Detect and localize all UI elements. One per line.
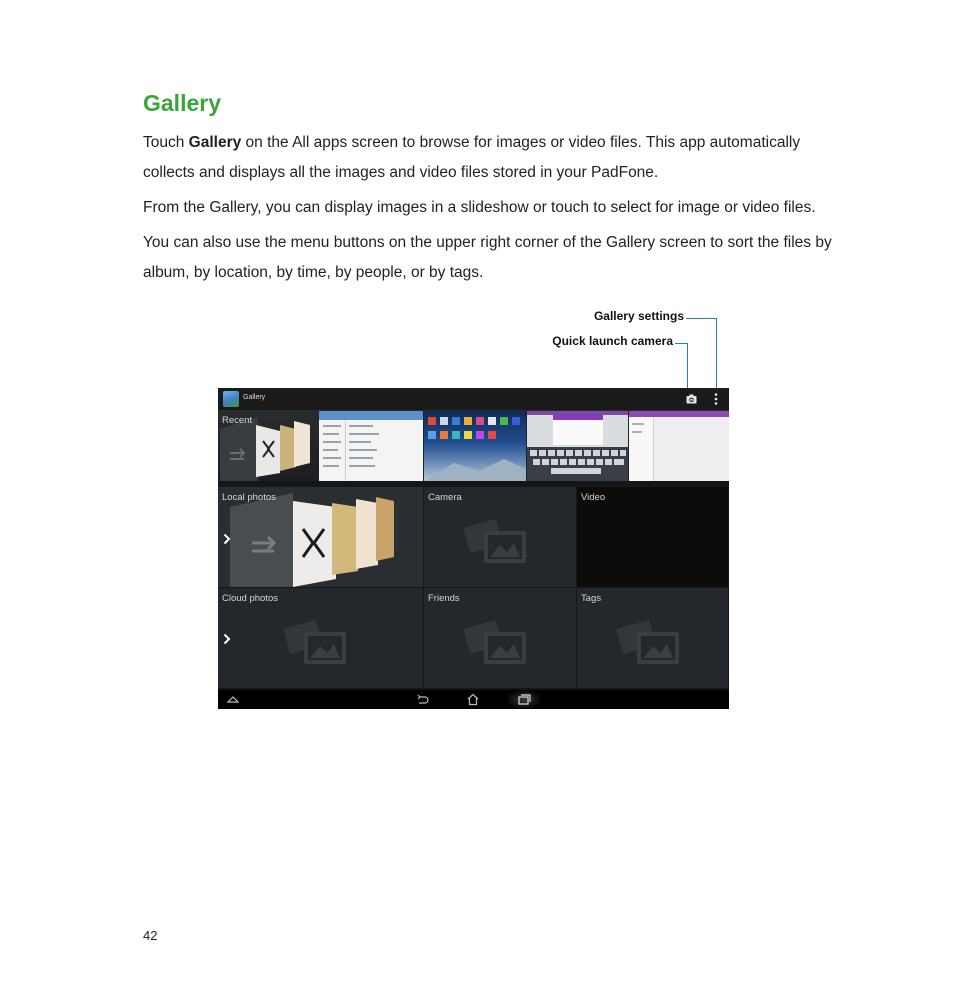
- recent-thumbnail: [527, 411, 628, 481]
- chevron-right-icon[interactable]: [223, 533, 231, 545]
- tile-label-video: Video: [581, 492, 606, 503]
- album-tile-recent[interactable]: [218, 411, 729, 487]
- gallery-screenshot: [218, 388, 729, 709]
- system-nav-bar: [218, 690, 729, 709]
- gallery-app-icon[interactable]: [223, 391, 239, 407]
- album-tile-friends[interactable]: [424, 588, 577, 689]
- settings-screen-preview: [319, 411, 423, 481]
- gallery-app-title: Gallery: [243, 394, 266, 401]
- photo-placeholder-icon: [282, 616, 352, 666]
- intro-suffix: on the All apps screen to browse for images or video files. This app automatically collects and displays all the images and video files stored in your PadFone.: [143, 134, 801, 181]
- chevron-up-icon[interactable]: [226, 693, 240, 706]
- gallery-action-bar: [218, 388, 729, 411]
- tile-label-recent: Recent: [222, 415, 253, 426]
- app-screen-preview: [629, 411, 729, 481]
- intro-paragraph: [143, 128, 833, 188]
- sort-paragraph: You can also use the menu buttons on the upper right corner of the Gallery screen to sort the files by album, by location, by time, by people, or by tags.: [143, 234, 832, 281]
- keyboard-screen-preview: [527, 411, 628, 481]
- callout-quick-launch-camera: Quick launch camera: [552, 334, 673, 348]
- callout-line-settings-v: [716, 318, 717, 389]
- album-tile-cloud-photos[interactable]: [218, 588, 424, 689]
- home-icon[interactable]: [466, 693, 480, 706]
- recent-thumbnail: [319, 411, 423, 481]
- tile-label-camera: Camera: [428, 492, 462, 503]
- album-tile-tags[interactable]: [577, 588, 729, 689]
- tile-label-friends: Friends: [428, 593, 460, 604]
- recent-thumbnail: [424, 411, 526, 481]
- intro-bold-gallery: Gallery: [188, 134, 242, 151]
- slideshow-paragraph: From the Gallery, you can display images in a slideshow or touch to select for image or video files.: [143, 199, 816, 216]
- tile-label-tags: Tags: [581, 593, 602, 604]
- home-screen-preview: [424, 411, 526, 481]
- album-tile-video[interactable]: [577, 487, 729, 588]
- page-number: 42: [143, 928, 158, 943]
- callout-gallery-settings: Gallery settings: [593, 309, 684, 323]
- album-grid: [218, 411, 729, 689]
- photo-placeholder-icon: [462, 616, 532, 666]
- intro-prefix: Touch: [143, 134, 189, 151]
- callout-line-settings-h: [686, 318, 717, 319]
- overflow-menu-icon[interactable]: [714, 393, 718, 405]
- photo-placeholder-icon: [615, 616, 685, 666]
- recent-thumbnail: [629, 411, 729, 481]
- recent-apps-icon[interactable]: [517, 693, 531, 706]
- back-icon[interactable]: [416, 693, 430, 706]
- camera-icon[interactable]: [686, 394, 697, 404]
- callout-line-camera-v: [687, 343, 688, 389]
- tile-label-cloud-photos: Cloud photos: [222, 593, 278, 604]
- photo-placeholder-icon: [462, 515, 532, 565]
- album-tile-camera[interactable]: [424, 487, 577, 588]
- album-tile-local-photos[interactable]: [218, 487, 424, 588]
- tile-label-local-photos: Local photos: [222, 492, 276, 503]
- section-heading: Gallery: [143, 90, 221, 116]
- chevron-right-icon[interactable]: [223, 633, 231, 645]
